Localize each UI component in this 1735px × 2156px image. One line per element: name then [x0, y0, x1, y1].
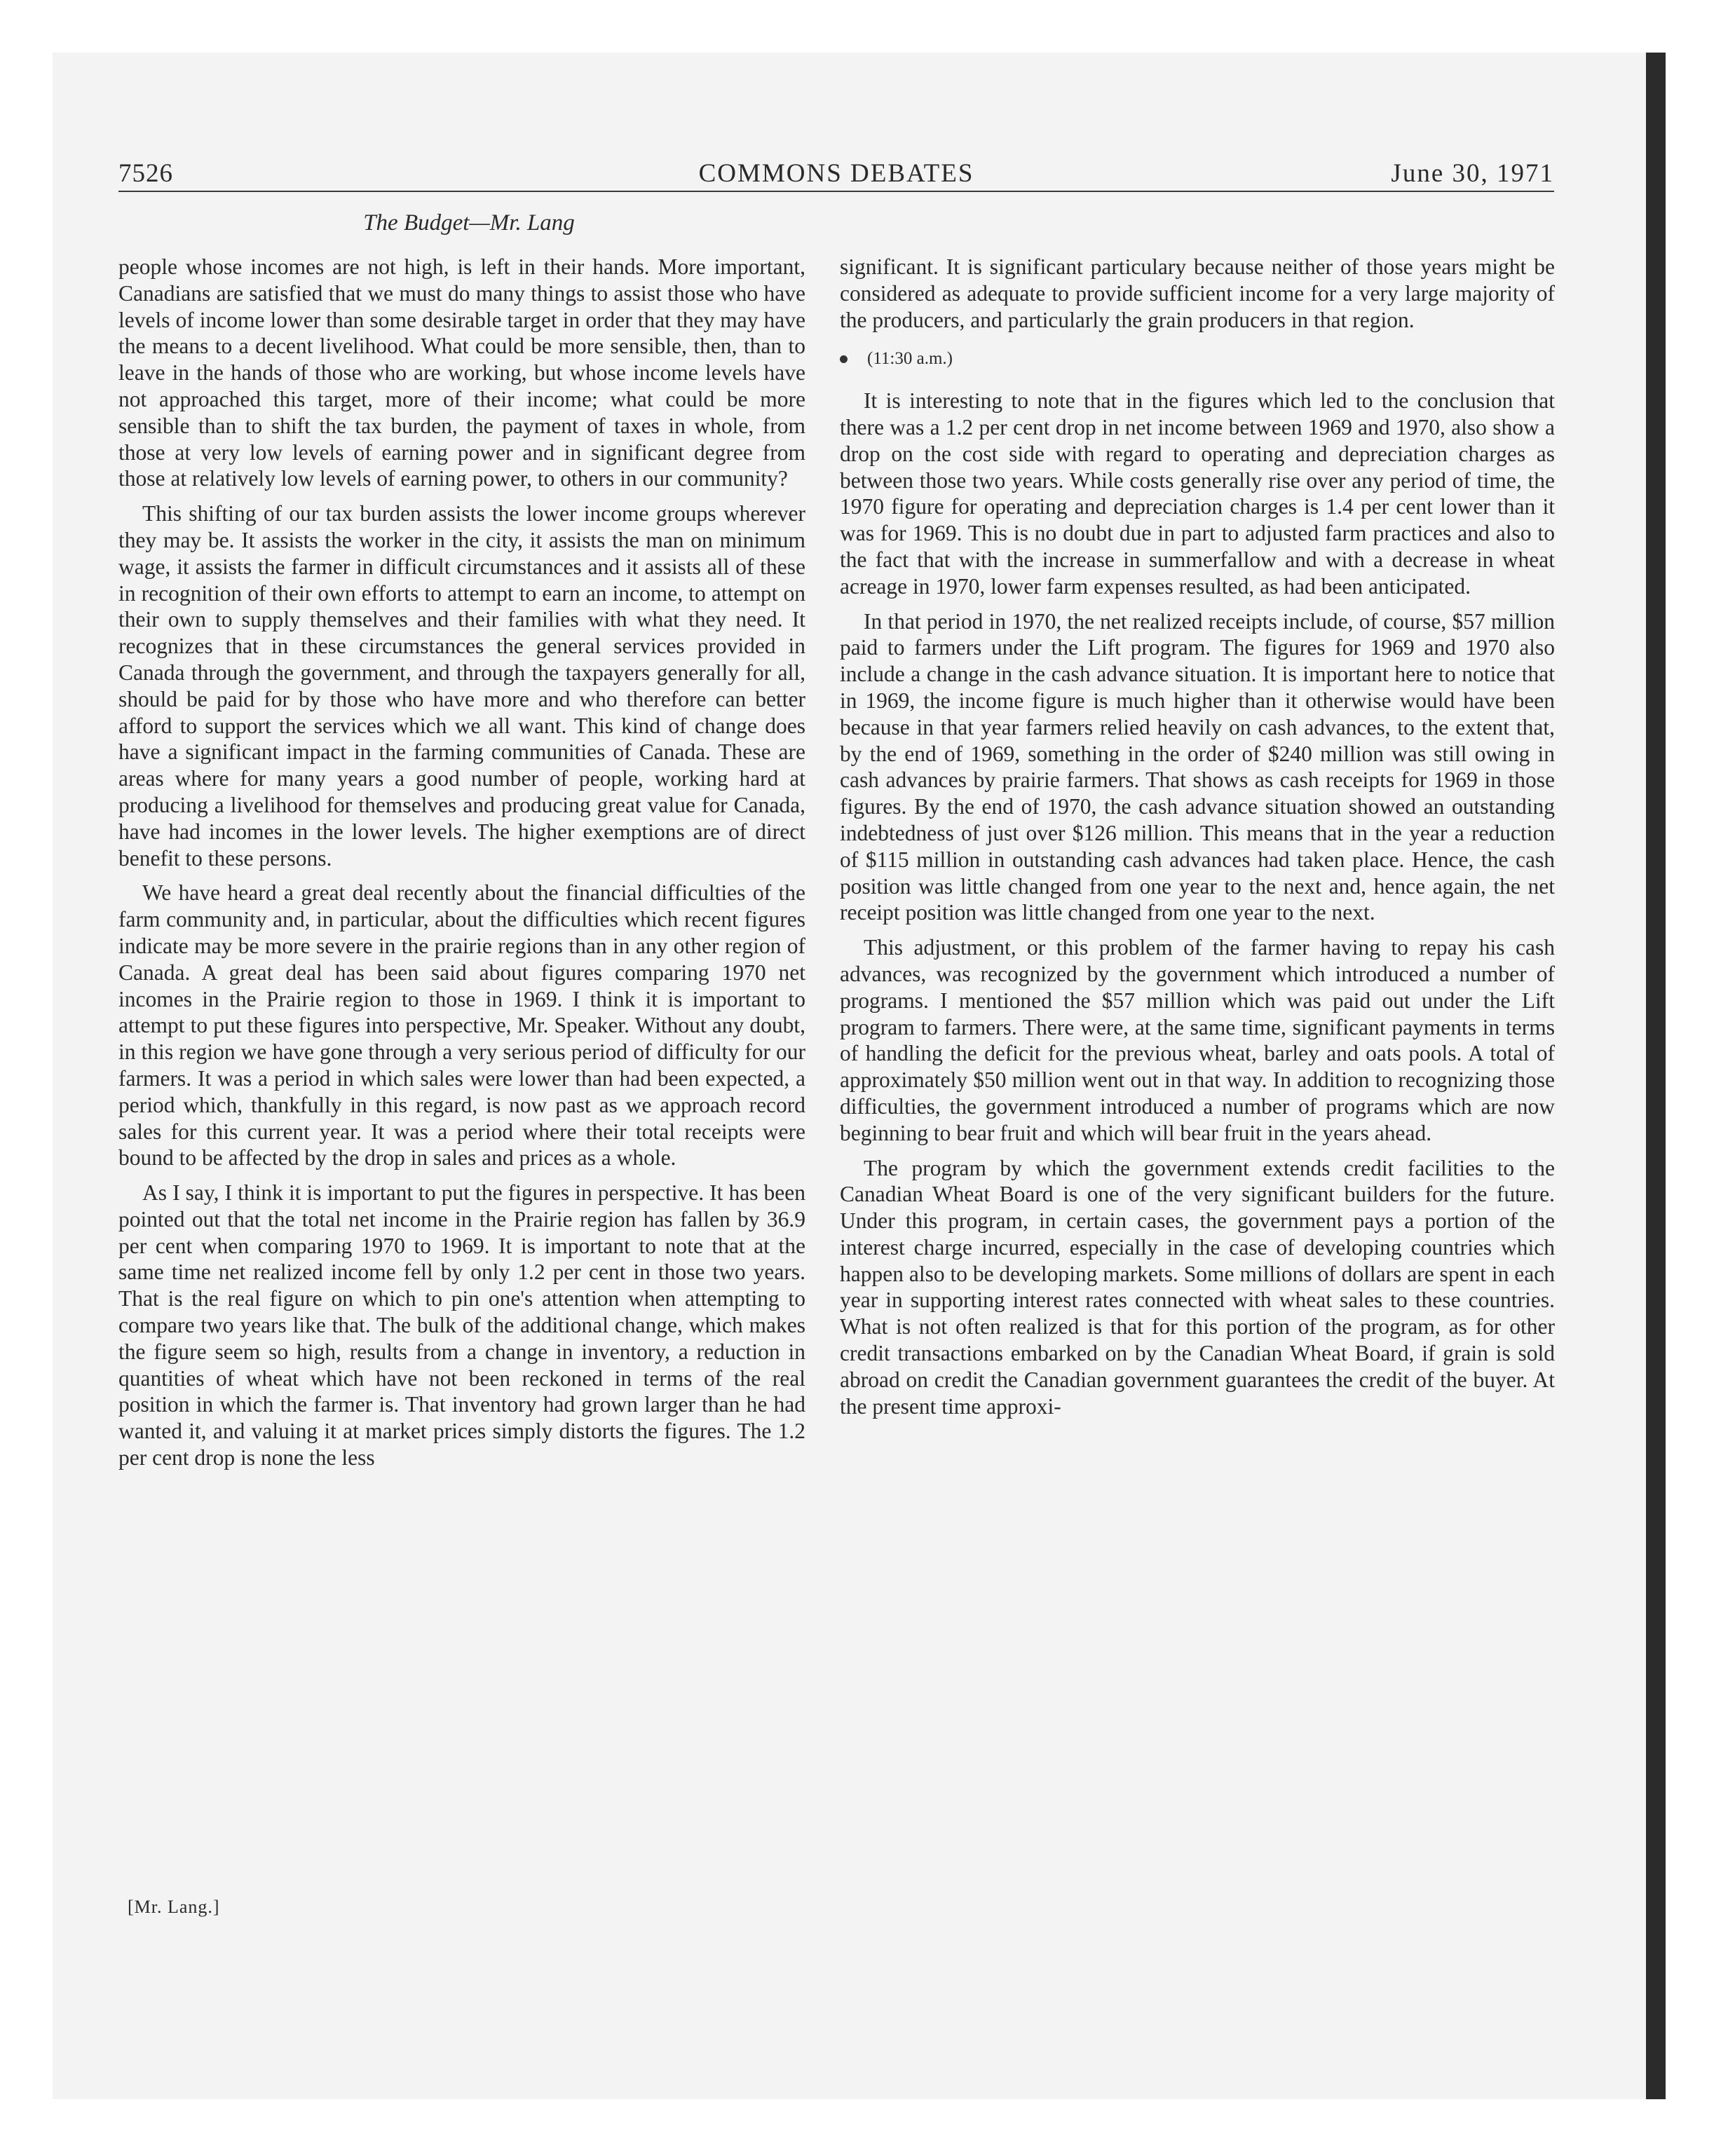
paragraph: This adjustment, or this problem of the farmer having to repay his cash advances, was recognized by the government which introduced a number of programs. I mentioned the $57 million which was paid out under the Lift program to farmers. There were, at the same time, significant payments in terms of handling the deficit for the previous wheat, barley and oats pools. A total of approximately $50 million went out in that way. In addition to recognizing those difficulties, the government introduced a number of programs which are now beginning to bear fruit and which will bear fruit in the years ahead.	[840, 935, 1555, 1145]
paragraph: As I say, I think it is important to put the figures in perspective. It has been pointed out that the total net income in the Prairie region has fallen by 36.9 per cent when comparing 1970 to 1969. It is important to note that at the same time net realized income fell by only 1.2 per cent in those two years. That is the real figure on which to pin one's attention when attempting to compare two years like that. The bulk of the additional change, which makes the figure seem so high, results from a change in inventory, a reduction in quantities of wheat which have not been reckoned in terms of the real position in which the farmer is. That inventory had grown larger than he had wanted it, and valuing it at market prices simply distorts the figures. The 1.2 per cent drop is none the less	[118, 1180, 805, 1471]
paragraph: people whose incomes are not high, is left in their hands. More important, Canadians are satisfied that we must do many things to assist those who have levels of income lower than some desirable target in order that they may have the means to a decent livelihood. What could be more sensible, then, than to leave in the hands of those who are working, but whose income levels have not approached this target, more of their income; what could be more sensible than to shift the tax burden, the payment of taxes in whole, from those at very low levels of earning power and in significant degree from those at relatively low levels of earning power, to others in our community?	[118, 254, 805, 491]
page-number: 7526	[118, 159, 173, 188]
scan-binding-edge	[1646, 53, 1666, 2099]
bullet-icon	[840, 355, 848, 363]
running-header	[118, 156, 1554, 192]
issue-date: June 30, 1971	[1391, 159, 1554, 188]
paragraph: It is interesting to note that in the figures which led to the conclusion that there was a 1.2 per cent drop in net income between 1969 and 1970, also show a drop on the cost side with regard to operating and depreciation charges as between those two years. While costs generally rise over any period of time, the 1970 figure for operating and depreciation charges is 1.4 per cent lower than it was for 1969. This is no doubt due in part to adjusted farm practices and also to the fact that with the increase in summerfallow and with a decrease in wheat acreage in 1970, lower farm expenses resulted, as had been anticipated.	[840, 388, 1555, 599]
publication-title: COMMONS DEBATES	[698, 159, 974, 188]
paragraph: This shifting of our tax burden assists the lower income groups wherever they may be. It assists the worker in the city, it assists the man on minimum wage, it assists the farmer in difficult circumstances and it assists all of these in recognition of their own efforts to attempt to earn an income, to attempt on their own to supply themselves and their families with what they need. It recognizes that in these circumstances the general services provided in Canada through the government, and through the taxpayers generally for all, should be paid for by those who have more and who therefore can better afford to support the services which we all want. This kind of change does have a significant impact in the farming communities of Canada. These are areas where for many years a good number of people, working hard at producing a livelihood for themselves and producing great value for Canada, have had incomes in the lower levels. The higher exemptions are of direct benefit to these persons.	[118, 501, 805, 871]
paragraph: significant. It is significant particulary because neither of those years might be considered as adequate to provide sufficient income for a very large majority of the producers, and particularly the grain producers in that region.	[840, 254, 1555, 332]
left-column	[118, 254, 805, 1480]
right-column	[840, 254, 1555, 1428]
paragraph: We have heard a great deal recently about the financial difficulties of the farm community and, in particular, about the difficulties which recent figures indicate may be more severe in the prairie regions than in any other region of Canada. A great deal has been said about figures comparing 1970 net incomes in the Prairie region to those in 1969. I think it is important to attempt to put these figures into perspective, Mr. Speaker. Without any doubt, in this region we have gone through a very serious period of difficulty for our farmers. It was a period in which sales were lower than had been expected, a period which, thankfully in this regard, is now past as we approach record sales for this current year. It was a period where their total receipts were bound to be affected by the drop in sales and prices as a whole.	[118, 880, 805, 1171]
speaker-footnote: [Mr. Lang.]	[128, 1897, 220, 1917]
timestamp-marker	[840, 346, 1555, 372]
paragraph: The program by which the government extends credit facilities to the Canadian Wheat Board is one of the very significant builders for the future. Under this program, in certain cases, the government pays a portion of the interest charge incurred, especially in the case of developing countries which happen also to be developing markets. Some millions of dollars are spent in each year in supporting interest rates connected with wheat sales to these countries. What is not often realized is that for this portion of the program, as for other credit transactions embarked on by the Canadian Wheat Board, if grain is sold abroad on credit the Canadian government guarantees the credit of the buyer. At the present time approxi-	[840, 1155, 1555, 1419]
paragraph: In that period in 1970, the net realized receipts include, of course, $57 million paid to farmers under the Lift program. The figures for 1969 and 1970 also include a change in the cash advance situation. It is important here to notice that in 1969, the income figure is much higher than it otherwise would have been because in that year farmers relied heavily on cash advances, to the extent that, by the end of 1969, something in the order of $240 million was still owing in cash advances by prairie farmers. That shows as cash receipts for 1969 in those figures. By the end of 1970, the cash advance situation showed an outstanding indebtedness of just over $126 million. This means that in the year a reduction of $115 million in outstanding cash advances had taken place. Hence, the cash position was little changed from one year to the next and, hence again, the net receipt position was little changed from one year to the next.	[840, 608, 1555, 925]
timestamp-text: (11:30 a.m.)	[867, 349, 953, 369]
section-heading: The Budget—Mr. Lang	[363, 210, 575, 236]
